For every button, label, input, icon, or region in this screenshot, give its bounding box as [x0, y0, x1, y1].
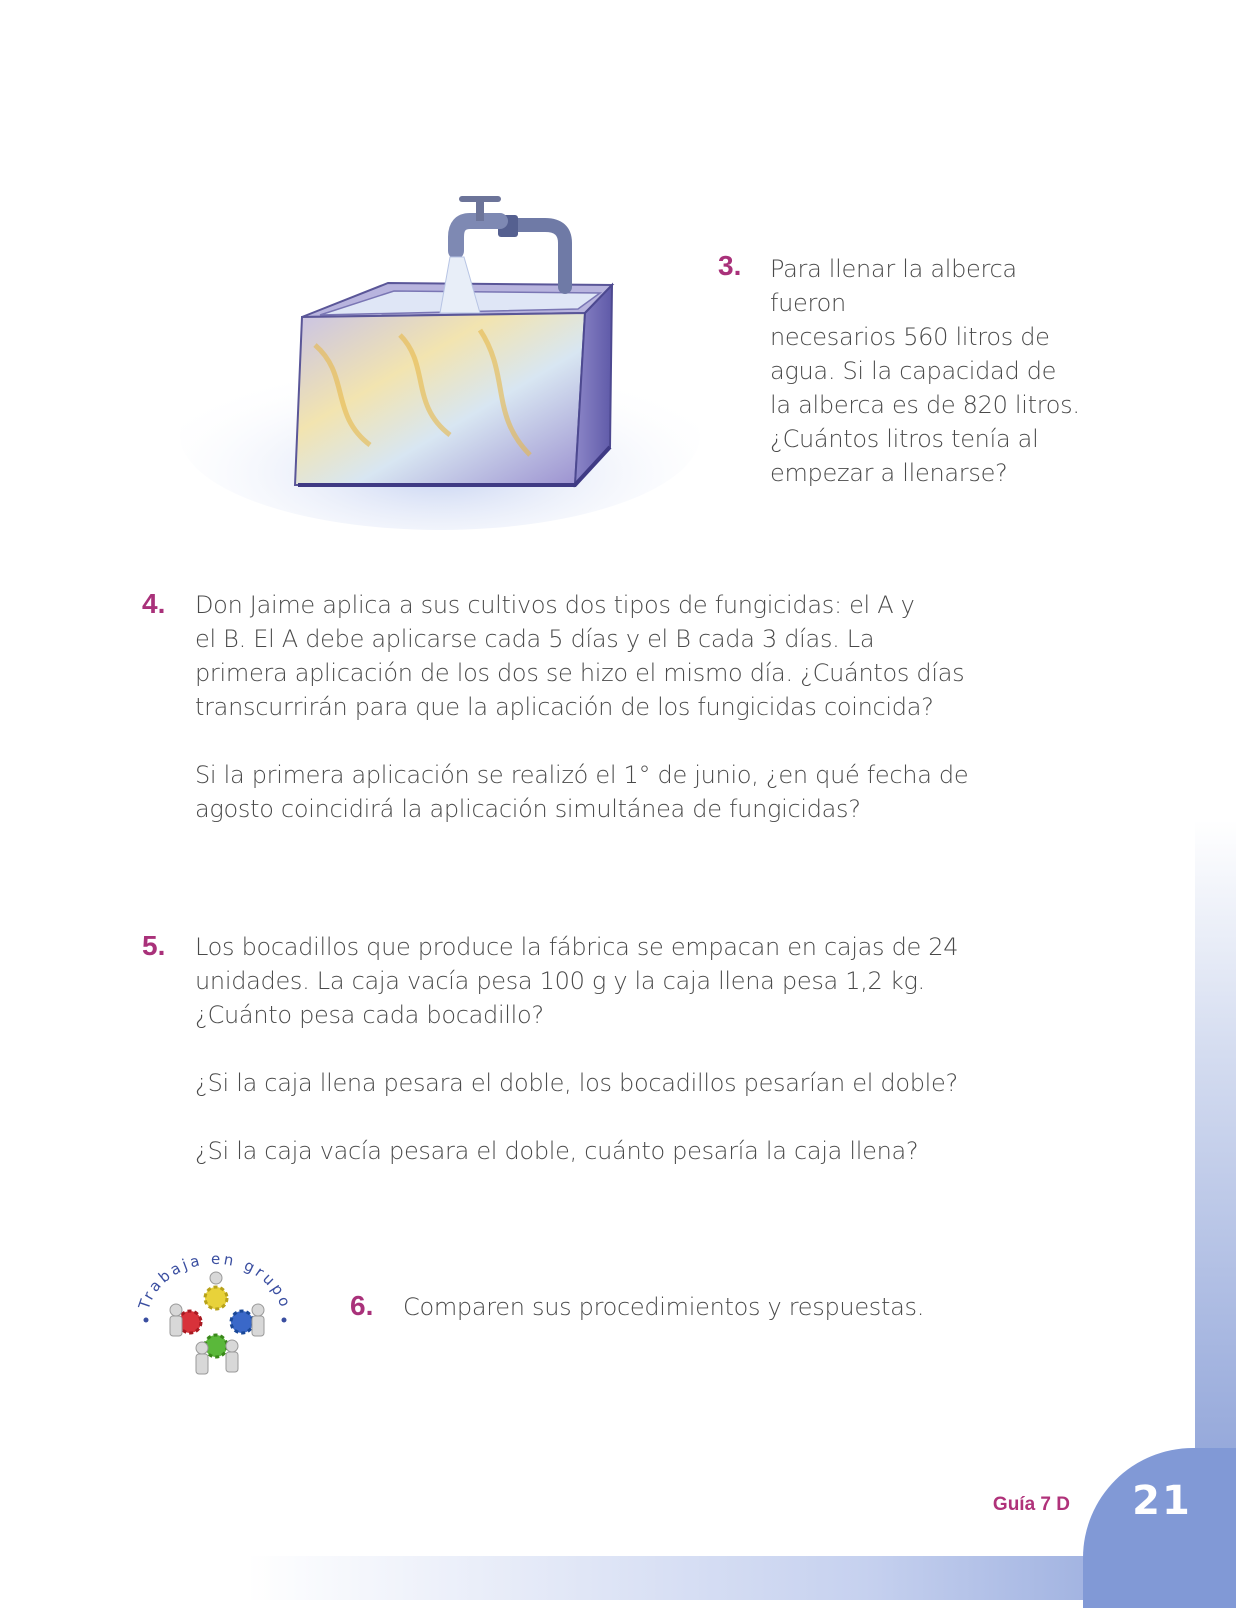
problem-6-line: Comparen sus procedimientos y respuestas. — [403, 1293, 925, 1321]
problem-4-line: primera aplicación de los dos se hizo el mismo día. ¿Cuántos días — [195, 659, 965, 687]
decorative-bottom-band — [0, 1556, 1236, 1600]
problem-5-line: unidades. La caja vacía pesa 100 g y la caja llena pesa 1,2 kg. — [195, 967, 925, 995]
problem-6-text — [403, 1290, 1003, 1324]
problem-4-text — [195, 588, 985, 724]
problem-4-line: el B. El A debe aplicarse cada 5 días y el B cada 3 días. La — [195, 625, 875, 653]
problem-5-line: Los bocadillos que produce la fábrica se empacan en cajas de 24 — [195, 933, 959, 961]
problem-4-number: 4. — [142, 588, 166, 619]
problem-3-number: 3. — [718, 250, 742, 281]
problem-5-followup-1: ¿Si la caja llena pesara el doble, los bocadillos pesarían el doble? — [195, 1069, 958, 1097]
page-number: 21 — [1132, 1478, 1192, 1524]
page-number-tab — [1083, 1448, 1236, 1608]
problem-4-line: transcurrirán para que la aplicación de los fungicidas coincida? — [195, 693, 934, 721]
problem-4-line: Don Jaime aplica a sus cultivos dos tipos de fungicidas: el A y — [195, 591, 915, 619]
problem-6-number: 6. — [350, 1290, 374, 1321]
problem-3-line: necesarios 560 litros de — [770, 323, 1050, 351]
problem-3-line: la alberca es de 820 litros. — [770, 391, 1080, 419]
teamwork-gears-icon — [130, 1240, 300, 1380]
problem-4-followup — [195, 758, 985, 826]
problem-5-text — [195, 930, 985, 1032]
problem-3-text — [770, 252, 1100, 490]
water-tank-faucet-icon — [180, 185, 740, 535]
problem-4-followup-line: Si la primera aplicación se realizó el 1° de junio, ¿en qué fecha de — [195, 761, 969, 789]
problem-3-line: ¿Cuántos litros tenía al — [770, 425, 1039, 453]
group-badge-text: Trabaja en grupo — [134, 1249, 296, 1312]
guide-label: Guía 7 D — [992, 1494, 1070, 1515]
problem-5-number: 5. — [142, 930, 166, 961]
problem-3-line: empezar a llenarse? — [770, 459, 1008, 487]
problem-5-line: ¿Cuánto pesa cada bocadillo? — [195, 1001, 544, 1029]
problem-3-line: Para llenar la alberca fueron — [770, 255, 1017, 317]
problem-4-followup-line: agosto coincidirá la aplicación simultánea de fungicidas? — [195, 795, 861, 823]
problem-3-line: agua. Si la capacidad de — [770, 357, 1057, 385]
problem-5-followup-2: ¿Si la caja vacía pesara el doble, cuánto pesaría la caja llena? — [195, 1137, 919, 1165]
